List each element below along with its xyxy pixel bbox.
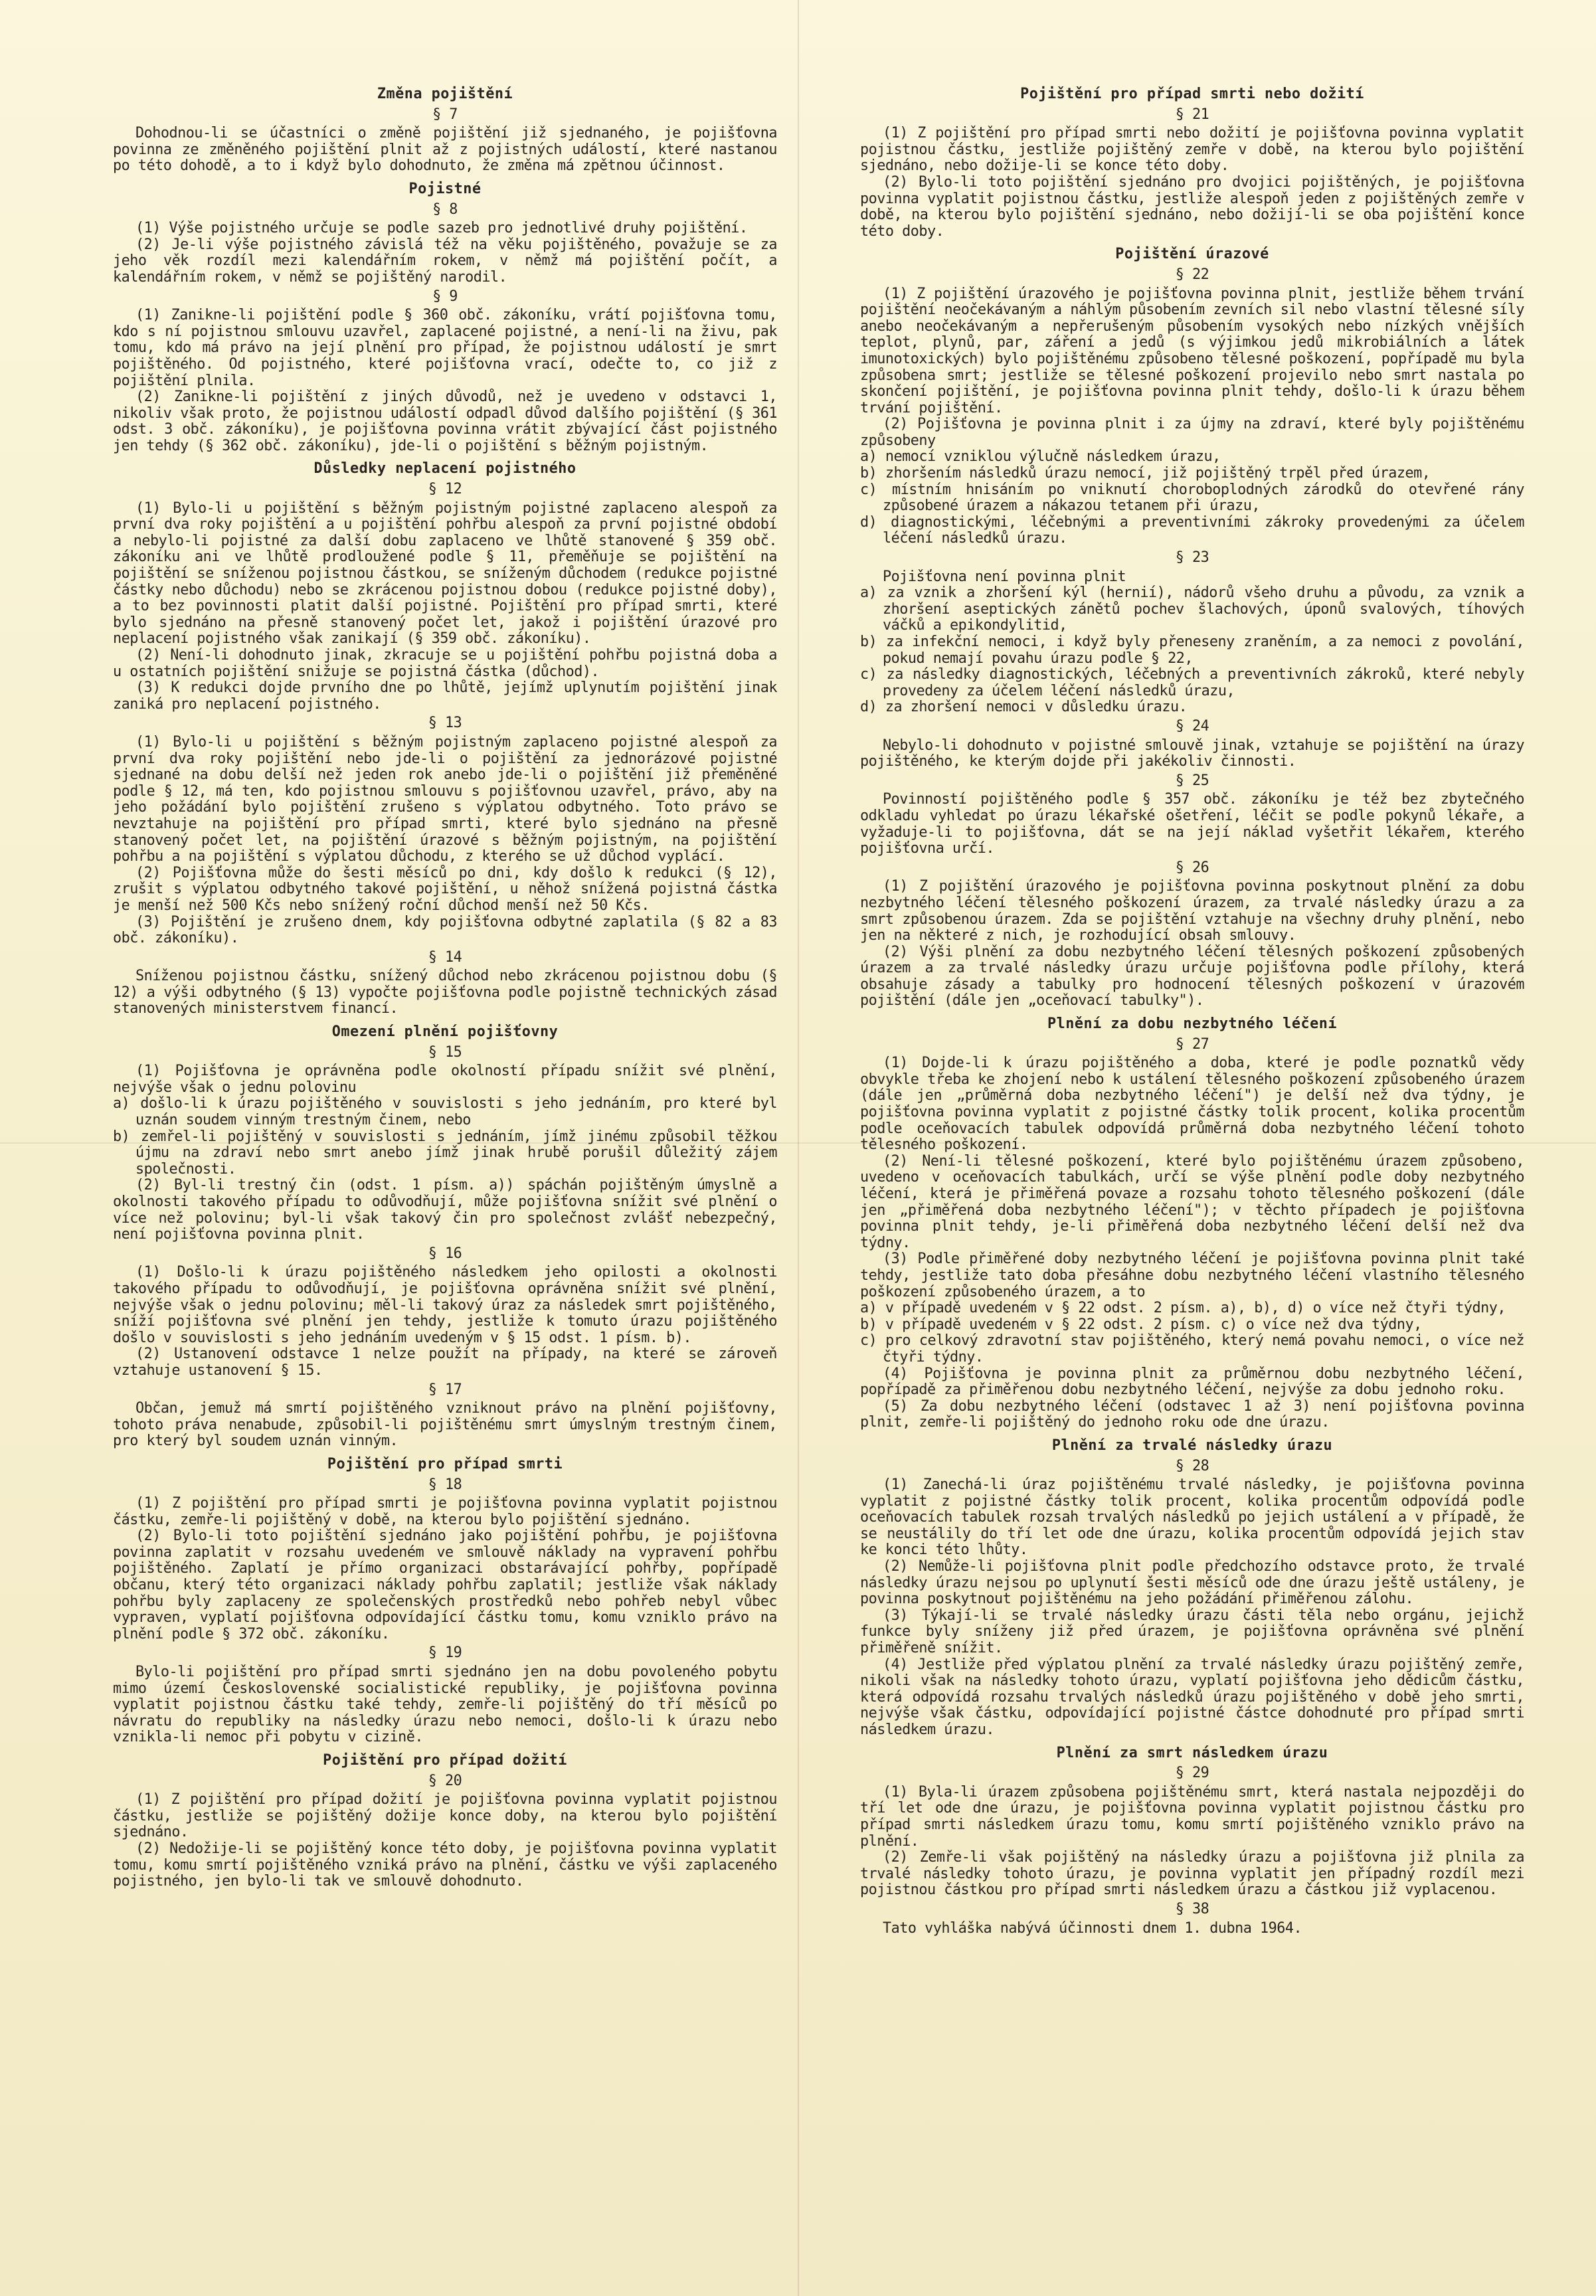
vertical-fold-line bbox=[798, 0, 799, 2296]
section-heading: Plnění za dobu nezbytného léčení bbox=[1047, 1016, 1337, 1033]
paragraph-number: § 38 bbox=[1175, 1900, 1209, 1917]
paragraph: Občan, jemuž má smrtí pojištěného vzniknout právo na plnění pojišťovny, tohoto práva nenabude, způsobil-li pojištěnému smrt úmyslným trestným činem, pro který byl soudem uznán vinným. bbox=[113, 1400, 777, 1450]
paragraph-number: § 29 bbox=[1175, 1765, 1209, 1782]
list-item: b) v případě uvedeném v § 22 odst. 2 písm. c) o více než dva týdny, bbox=[860, 1316, 1422, 1333]
section-heading: Pojištění pro případ smrti bbox=[327, 1455, 563, 1472]
paragraph: (3) K redukci dojde prvního dne po lhůtě, jejímž uplynutím pojištění jinak zaniká pro neplacení pojistného. bbox=[113, 679, 777, 713]
paragraph-number: § 12 bbox=[428, 481, 462, 498]
paragraph: (2) Není-li dohodnuto jinak, zkracuje se u pojištění pohřbu pojistná doba a u ostatních pojištění snižuje se pojistná částka (důchod). bbox=[113, 647, 777, 680]
paragraph: (2) Pojišťovna je povinna plnit i za újmy na zdraví, které byly pojištěnému způsobeny bbox=[860, 416, 1524, 449]
paragraph: (2) Nemůže-li pojišťovna plnit podle předchozího odstavce proto, že trvalé následky úrazu nejsou po uplynutí šesti měsíců ode dne úrazu ještě ustáleny, je povinna poskytnout pojištěnému na jeho požádání přiměřenou zálohu. bbox=[860, 1558, 1524, 1608]
paragraph-number: § 14 bbox=[428, 948, 462, 966]
list-item: b) za infekční nemoci, i když byly přeneseny zraněním, a za nemoci z povolání, pokud nemají povahu úrazu podle § 22, bbox=[860, 634, 1524, 667]
paragraph: (1) Z pojištění pro případ dožití je pojišťovna povinna vyplatit pojistnou částku, jestliže se pojištěný dožije konce doby, na kterou bylo pojištění sjednáno. bbox=[113, 1791, 777, 1841]
paragraph-number: § 17 bbox=[428, 1381, 462, 1398]
paragraph: (2) Pojišťovna může do šesti měsíců po dni, kdy došlo k redukci (§ 12), zrušit s výplatou odbytného takové pojištění, u něhož snížená pojistná částka je menší než 500 Kčs nebo snížený roční důchod menší než 50 Kčs. bbox=[113, 864, 777, 914]
paragraph: (1) Bylo-li u pojištění s běžným pojistným zaplaceno pojistné alespoň za první dva roky pojištění nebo jde-li o pojištění za jednorázové pojistné sjednané na dobu delší než jeden rok anebo jde-li o pojištění již přeměněné podle § 12, má ten, kdo pojistnou smlouvu s pojišťovnou uzavřel, právo, aby na jeho požádání bylo pojištění zrušeno s výplatou odbytného. Toto právo se nevztahuje na pojištění pro případ smrti, které bylo sjednáno na přesně stanovený počet let, na pojištění úrazové s běžným pojistným, na pojištění pohřbu a na pojištění s výplatou důchodu, z kterého se už důchod vyplácí. bbox=[113, 733, 777, 865]
paragraph-number: § 25 bbox=[1175, 772, 1209, 789]
paragraph: Tato vyhláška nabývá účinnosti dnem 1. dubna 1964. bbox=[883, 1919, 1302, 1937]
paragraph: Dohodnou-li se účastníci o změně pojištění již sjednaného, je pojišťovna povinna ze změněného pojištění plnit až z pojistných událostí, které nastanou po této dohodě, a to i když bylo dohodnuto, že změna má zpětnou účinnost. bbox=[113, 125, 777, 175]
paragraph-number: § 21 bbox=[1175, 106, 1209, 123]
list-item: c) za následky diagnostických, léčebných a preventivních zákroků, které nebyly provedeny za účelem léčení následků úrazu, bbox=[860, 666, 1524, 699]
paragraph: (1) Z pojištění úrazového je pojišťovna povinna plnit, jestliže během trvání pojištění neočekávaným a náhlým působením zevních sil nebo vlastní tělesné síly anebo neočekávaným a nepřerušeným působením vysokých nebo nízkých vnějších teplot, plynů, par, záření a jedů (s výjimkou jedů mikrobiálních a látek imunotoxických) bylo pojištěnému způsobeno tělesné poškození, popřípadě mu byla způsobena smrt; jestliže se tělesné poškození projevilo nebo smrt nastala po skončení pojištění, je pojišťovna povinna plnit tehdy, došlo-li k úrazu během trvání pojištění. bbox=[860, 285, 1524, 416]
list-item: d) diagnostickými, léčebnými a preventivními zákroky provedenými za účelem léčení následků úrazu. bbox=[860, 513, 1524, 547]
paragraph: (1) Došlo-li k úrazu pojištěného následkem jeho opilosti a okolnosti takového případu to odůvodňují, je pojišťovna oprávněna snížit své plnění, nejvýše však o jednu polovinu; měl-li takový úraz za následek smrt pojištěného, sníží pojišťovna své plnění jen tehdy, jestliže k tomuto úrazu pojištěného došlo v souvislosti s jeho jednáním uvedeným v § 15 odst. 1 písm. b). bbox=[113, 1264, 777, 1346]
paragraph: (1) Zanikne-li pojištění podle § 360 obč. zákoníku, vrátí pojišťovna tomu, kdo s ní pojistnou smlouvu uzavřel, zaplacené pojistné, a není-li na živu, pak tomu, kdo má právo na její plnění pro případ, že pojistnou událostí je smrt pojištěného. Od pojistného, které pojišťovna vrací, odečte to, co již z pojištění plnila. bbox=[113, 307, 777, 389]
list-item: b) zhoršením následků úrazu nemocí, již pojištěný trpěl před úrazem, bbox=[860, 465, 1431, 482]
paragraph: (1) Zanechá-li úraz pojištěnému trvalé následky, je pojišťovna povinna vyplatit z pojistné částky tolik procent, kolika procentům odpovídá podle oceňovacích tabulek rozsah trvalých následků po jejich ustálení a v případě, že se neustálily do tří let ode dne úrazu, kolika procentům odpovídá jejich stav ke konci této lhůty. bbox=[860, 1476, 1524, 1559]
paragraph: (2) Ustanovení odstavce 1 nelze použít na případy, na které se zároveň vztahuje ustanovení § 15. bbox=[113, 1346, 777, 1379]
section-heading: Plnění za trvalé následky úrazu bbox=[1051, 1437, 1333, 1454]
list-item: d) za zhoršení nemoci v důsledku úrazu. bbox=[860, 699, 1188, 716]
paragraph: (2) Zemře-li však pojištěný na následky úrazu a pojišťovna již plnila za trvalé následky tohoto úrazu, je povinna vyplatit jen případný rozdíl mezi pojistnou částkou pro případ smrti následkem úrazu a částkou již vyplacenou. bbox=[860, 1849, 1524, 1899]
paragraph: (3) Pojištění je zrušeno dnem, kdy pojišťovna odbytné zaplatila (§ 82 a 83 obč. zákoníku). bbox=[113, 913, 777, 947]
paragraph: (2) Není-li tělesné poškození, které bylo pojištěnému úrazem způsobeno, uvedeno v oceňovacích tabulkách, určí se výše plnění podle doby nezbytného léčení, která je přiměřená povaze a rozsahu tohoto tělesného poškození (dále jen „přiměřená doba nezbytného léčení"); v těchto případech je pojišťovna povinna plnit tehdy, je-li přiměřená doba nezbytného léčení delší než dva týdny. bbox=[860, 1152, 1524, 1251]
section-heading: Pojistné bbox=[408, 180, 482, 197]
paragraph-number: § 15 bbox=[428, 1043, 462, 1061]
paragraph-number: § 16 bbox=[428, 1245, 462, 1262]
paragraph: (2) Byl-li trestný čin (odst. 1 písm. a)) spáchán pojištěným úmyslně a okolnosti takového případu to odůvodňují, může pojišťovna snížit své plnění o více než polovinu; byl-li však takový čin pro společnost zvlášť nebezpečný, není pojišťovna povinna plnit. bbox=[113, 1177, 777, 1243]
paragraph-number: § 28 bbox=[1175, 1457, 1209, 1474]
paragraph: Nebylo-li dohodnuto v pojistné smlouvě jinak, vztahuje se pojištění na úrazy pojištěného, ke kterým dojde při jakékoliv činnosti. bbox=[860, 737, 1524, 770]
paragraph-number: § 23 bbox=[1175, 549, 1209, 567]
paragraph: (1) Výše pojistného určuje se podle sazeb pro jednotlivé druhy pojištění. bbox=[135, 220, 748, 237]
section-heading: Plnění za smrt následkem úrazu bbox=[1056, 1744, 1328, 1761]
list-item: a) nemocí vzniklou výlučně následkem úrazu, bbox=[860, 448, 1221, 466]
section-heading: Důsledky neplacení pojistného bbox=[313, 460, 576, 478]
list-item: a) došlo-li k úrazu pojištěného v souvislosti s jeho jednáním, pro které byl uznán soudem vinným trestným činem, nebo bbox=[113, 1095, 777, 1129]
section-heading: Pojištění pro případ smrti nebo dožití bbox=[1020, 86, 1364, 102]
paragraph-number: § 26 bbox=[1175, 859, 1209, 876]
paragraph-number: § 7 bbox=[432, 106, 458, 123]
right-column bbox=[860, 80, 1524, 1937]
section-heading: Pojištění úrazové bbox=[1115, 246, 1269, 263]
paragraph: (2) Zanikne-li pojištění z jiných důvodů, než je uvedeno v odstavci 1, nikoliv však proto, že pojistnou událostí odpadl důvod dalšího pojištění (§ 361 odst. 3 obč. zákoníku), je pojišťovna povinna vrátit zbývající část pojistného jen tehdy (§ 362 obč. zákoníku), jde-li o pojištění s běžným pojistným. bbox=[113, 389, 777, 454]
paragraph: (2) Výši plnění za dobu nezbytného léčení tělesných poškození způsobených úrazem a za trvalé následky úrazu určuje pojišťovna podle přílohy, která obsahuje zásady a tabulky pro hodnocení tělesných poškození v úrazovém pojištění (dále jen „oceňovací tabulky"). bbox=[860, 943, 1524, 1010]
section-heading: Omezení plnění pojišťovny bbox=[331, 1023, 559, 1041]
section-heading: Pojištění pro případ dožití bbox=[323, 1752, 567, 1769]
list-item: c) pro celkový zdravotní stav pojištěného, který nemá povahu nemoci, o více než čtyři týdny. bbox=[860, 1332, 1524, 1366]
paragraph-number: § 19 bbox=[428, 1644, 462, 1662]
paragraph: (2) Je-li výše pojistného závislá též na věku pojištěného, považuje se za jeho věk rozdíl mezi kalendářním rokem, v němž má pojištění počít, a kalendářním rokem, v němž se pojištěný narodil. bbox=[113, 236, 777, 286]
list-item: a) za vznik a zhoršení kýl (hernií), nádorů všeho druhu a původu, za vznik a zhoršení aseptických zánětů pochev šlachových, úponů svalových, tíhových váčků a epikondylitid, bbox=[860, 584, 1524, 634]
paragraph: (1) Z pojištění úrazového je pojišťovna povinna poskytnout plnění za dobu nezbytného léčení tělesného poškození úrazem, za trvalé následky úrazu a za smrt způsobenou úrazem. Zda se pojištění vztahuje na všechny druhy plnění, nebo jen na některé z nich, je rozhodující obsah smlouvy. bbox=[860, 878, 1524, 944]
paragraph-number: § 18 bbox=[428, 1476, 462, 1493]
paragraph: (1) Z pojištění pro případ smrti je pojišťovna povinna vyplatit pojistnou částku, zemře-li pojištěný v době, na kterou bylo pojištění sjednáno. bbox=[113, 1495, 777, 1528]
paragraph: (4) Pojišťovna je povinna plnit za průměrnou dobu nezbytného léčení, popřípadě za přiměřenou dobu nezbytného léčení, nejvýše za dobu jednoho roku. bbox=[860, 1365, 1524, 1399]
paragraph: (1) Bylo-li u pojištění s běžným pojistným pojistné zaplaceno alespoň za první dva roky pojištění a u pojištění pohřbu alespoň za první pojistné období a nebylo-li pojistné za další dobu zaplaceno ve lhůtě stanovené § 359 obč. zákoníku ani ve lhůtě prodloužené podle § 11, přeměňuje se pojištění na pojištění se sníženou pojistnou částkou, se sníženým důchodem (redukce pojistné částky nebo důchodu) nebo se zkrácenou pojistnou dobou (redukce pojistné doby), a to bez povinnosti platit další pojistné. Pojištění pro případ smrti, které bylo sjednáno na přesně stanovený počet let, jakož i pojištění úrazové pro neplacení pojistného však zanikají (§ 359 obč. zákoníku). bbox=[113, 499, 777, 648]
paragraph: (5) Za dobu nezbytného léčení (odstavec 1 až 3) není pojišťovna povinna plnit, zemře-li pojištěný do jednoho roku ode dne úrazu. bbox=[860, 1397, 1524, 1431]
paragraph: (2) Bylo-li toto pojištění sjednáno jako pojištění pohřbu, je pojišťovna povinna zaplatit v rozsahu uvedeném ve smlouvě náklady na vypravení pohřbu pojištěného. Zaplatí je přímo organizaci obstarávající pohřby, popřípadě občanu, který této organizaci náklady pohřbu zaplatil; jestliže však náklady pohřbu byly zaplaceny ze společenských prostředků nebo pohřeb nebyl vůbec vypraven, vyplatí pojišťovna odpovídající částku tomu, komu vzniklo právo na plnění podle § 372 obč. zákoníku. bbox=[113, 1528, 777, 1642]
paragraph: (1) Byla-li úrazem způsobena pojištěnému smrt, která nastala nejpozději do tří let ode dne úrazu, je pojišťovna povinna vyplatit pojistnou částku pro případ smrti následkem úrazu tomu, komu smrtí pojištěného vzniklo právo na plnění. bbox=[860, 1783, 1524, 1850]
paragraph: Sníženou pojistnou částku, snížený důchod nebo zkrácenou pojistnou dobu (§ 12) a výši odbytného (§ 13) vypočte pojišťovna podle pojistně technických zásad stanovených ministerstvem financí. bbox=[113, 968, 777, 1017]
paragraph: Povinností pojištěného podle § 357 obč. zákoníku je též bez zbytečného odkladu vyhledat po úrazu lékařské ošetření, léčit se podle pokynů lékaře, a vyžaduje-li to pojišťovna, dát se na její náklad vyšetřit lékařem, kterého pojišťovna určí. bbox=[860, 791, 1524, 857]
paragraph: (3) Podle přiměřené doby nezbytného léčení je pojišťovna povinna plnit také tehdy, jestliže tato doba přesáhne dobu nezbytného léčení vlastního tělesného poškození způsobeného úrazem, a to bbox=[860, 1251, 1524, 1300]
paragraph-number: § 20 bbox=[428, 1772, 462, 1789]
paragraph: Pojišťovna není povinna plnit bbox=[883, 568, 1126, 585]
paragraph: (4) Jestliže před výplatou plnění za trvalé následky úrazu pojištěný zemře, nikoli však na následky tohoto úrazu, vyplatí pojišťovna jeho dědicům částku, která odpovídá rozsahu trvalých následků úrazu pojištěného v době jeho smrti, nejvýše však částku, odpovídající pojistné částce dohodnuté pro případ smrti následkem úrazu. bbox=[860, 1656, 1524, 1738]
section-heading: Změna pojištění bbox=[377, 86, 513, 102]
list-item: b) zemřel-li pojištěný v souvislosti s jednáním, jímž jinému způsobil těžkou újmu na zdraví nebo smrt anebo jímž jinak hrubě porušil důležitý zájem společnosti. bbox=[113, 1128, 777, 1178]
paragraph: (1) Z pojištění pro případ smrti nebo dožití je pojišťovna povinna vyplatit pojistnou částku, jestliže pojištěný zemře v době, na kterou bylo pojištění sjednáno, nebo dožije-li se konce této doby. bbox=[860, 125, 1524, 175]
paragraph-number: § 9 bbox=[432, 288, 458, 305]
paragraph: (1) Pojišťovna je oprávněna podle okolností případu snížit své plnění, nejvýše však o jednu polovinu bbox=[113, 1063, 777, 1096]
list-item: a) v případě uvedeném v § 22 odst. 2 písm. a), b), d) o více než čtyři týdny, bbox=[860, 1300, 1506, 1317]
paragraph: (2) Bylo-li toto pojištění sjednáno pro dvojici pojištěných, je pojišťovna povinna vyplatit pojistnou částku, jestliže alespoň jeden z pojištěných zemře v době, na kterou bylo pojištění sjednáno, nebo dožijí-li se oba pojištění konce této doby. bbox=[860, 173, 1524, 240]
list-item: c) místním hnisáním po vniknutí choroboplodných zárodků do otevřené rány způsobené úrazem a nákazou tetanem při úrazu, bbox=[860, 481, 1524, 515]
paragraph-number: § 27 bbox=[1175, 1035, 1209, 1053]
paragraph-number: § 22 bbox=[1175, 266, 1209, 283]
left-column bbox=[113, 80, 777, 1890]
paragraph: (3) Týkají-li se trvalé následky úrazu části těla nebo orgánu, jejichž funkce byly sníženy již před úrazem, je pojišťovna oprávněna své plnění přiměřeně snížit. bbox=[860, 1607, 1524, 1657]
paragraph-number: § 13 bbox=[428, 715, 462, 732]
paragraph-number: § 8 bbox=[432, 201, 458, 218]
paragraph: Bylo-li pojištění pro případ smrti sjednáno jen na dobu povoleného pobytu mimo území Československé socialistické republiky, je pojišťovna povinna vyplatit pojistnou částku také tehdy, zemře-li pojištěný do tří měsíců po návratu do republiky na následky úrazu nebo nemoci, došlo-li k úrazu nebo vznikla-li nemoc při pobytu v cizině. bbox=[113, 1664, 777, 1746]
paragraph: (1) Dojde-li k úrazu pojištěného a doba, které je podle poznatků vědy obvykle třeba ke zhojení nebo k ustálení tělesného poškození způsobeného úrazem (dále jen „průměrná doba nezbytného léčení") je delší než dva týdny, je pojišťovna povinna vyplatit z pojistné částky tolik procent, kolika procentům podle oceňovacích tabulek odpovídá průměrná doba nezbytného léčení tohoto tělesného poškození. bbox=[860, 1055, 1524, 1154]
paragraph-number: § 24 bbox=[1175, 717, 1209, 735]
paragraph: (2) Nedožije-li se pojištěný konce této doby, je pojišťovna povinna vyplatit tomu, komu smrtí pojištěného vzniká právo na plnění, částku ve výši zaplaceného pojistného, jen bylo-li tak ve smlouvě dohodnuto. bbox=[113, 1840, 777, 1890]
